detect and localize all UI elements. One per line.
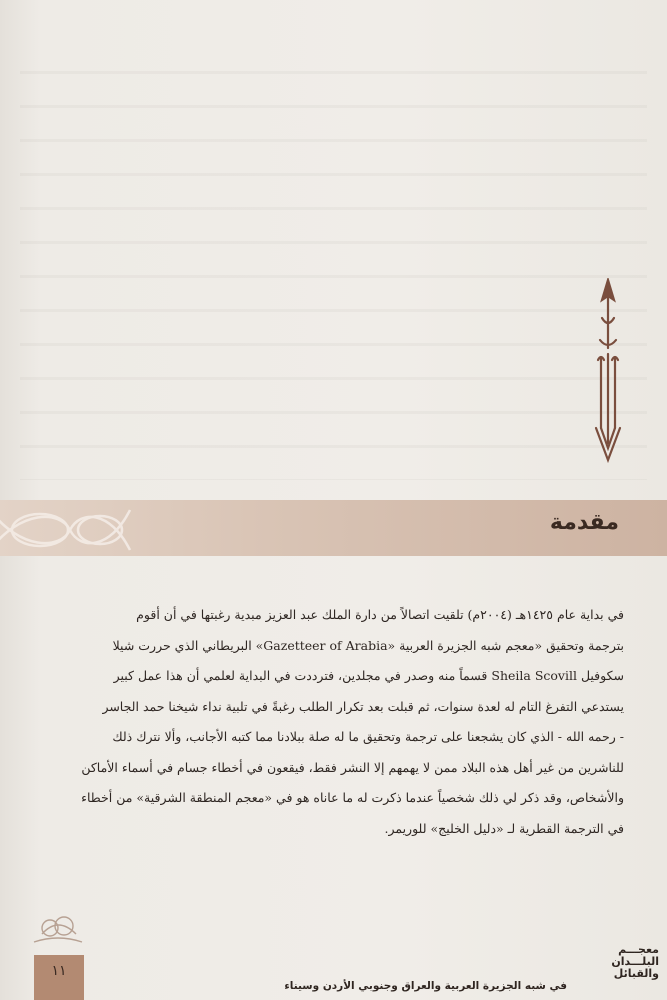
text-line: في بداية عام ١٤٢٥هـ (٢٠٠٤م) تلقيت اتصالاً من دارة الملك عبد العزيز مبدية رغبتها في أن أقوم: [136, 607, 624, 622]
text-line: والأشخاص، وقد ذكر لي ذلك شخصياً عندما ذكرت له ما عاناه هو في «معجم المنطقة الشرقية» من أخطاء: [81, 790, 624, 805]
book-title-line: والقبائل: [613, 967, 659, 980]
show-through-text: [20, 40, 647, 480]
book-title-line: معجـــم: [618, 943, 659, 956]
book-subtitle: في شبه الجزيرة العربية والعراق وجنوبي الأردن وسيناء: [284, 980, 567, 992]
chapter-title: مقدمة: [549, 510, 619, 535]
page-number: ١١: [51, 963, 67, 979]
text-line: بترجمة وتحقيق «معجم شبه الجزيرة العربية «Gazetteer of Arabia» البريطاني الذي حررت شيلا: [112, 637, 624, 653]
text-line: في الترجمة القطرية لـ «دليل الخليج» للوريمر.: [384, 820, 624, 836]
chapter-header-band: [0, 500, 667, 556]
book-title-line: البلـــدان: [611, 955, 659, 968]
text-line: للناشرين من غير أهل هذه البلاد ممن لا يهمهم إلا النشر فقط، فيقعون في أخطاء جسام في أسماء الأماكن: [81, 759, 624, 775]
text-line: يستدعي التفرغ التام له لعدة سنوات، ثم قبلت بعد تكرار الطلب رغبةً في تلبية نداء شيخنا حمد الجاسر: [102, 698, 624, 714]
page-number-box: [34, 955, 84, 1000]
swirl-ornament-icon: [0, 500, 150, 556]
minaret-ornament-icon: [588, 278, 628, 468]
footer-flourish-icon: [30, 912, 86, 950]
text-line: سكوفيل Sheila Scovill قسماً منه وصدر في مجلدين، فترددت في البداية لعلمي أن هذا عمل كبير: [113, 668, 624, 683]
text-line: - رحمه الله - الذي كان يشجعنا على ترجمة وتحقيق ما له صلة ببلادنا مما كتبه الأجانب، وألا نترك ذلك: [112, 729, 624, 744]
book-title: [569, 944, 659, 980]
introduction-paragraph: [44, 600, 624, 844]
